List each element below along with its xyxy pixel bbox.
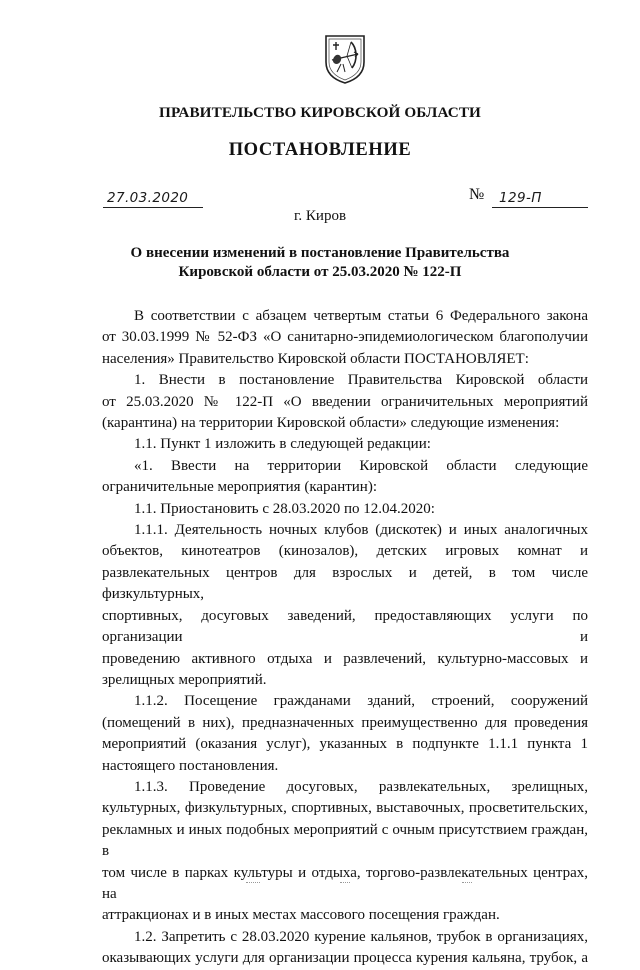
body-line: 1.1.1. Деятельность ночных клубов (дискотек) и иных аналогичных <box>134 522 588 539</box>
footer-dots <box>246 882 260 884</box>
body-line: 1.2. Запретить с 28.03.2020 курение кальянов, трубок в организациях, <box>134 928 588 945</box>
body-line: мероприятий (оказания услуг), указанных в подпункте 1.1.1 пункта 1 <box>102 736 588 753</box>
body-line: от 25.03.2020 № 122-П «О введении ограничительных мероприятий <box>102 393 588 410</box>
document-body <box>102 306 588 970</box>
body-line: аттракционах и в иных местах массового посещения граждан. <box>102 907 500 924</box>
body-line: зрелищных мероприятий. <box>102 671 267 688</box>
body-line: «1. Ввести на территории Кировской области следующие <box>134 457 588 474</box>
title-line: Кировской области от 25.03.2020 № 122-П <box>178 264 462 280</box>
body-line: населения» Правительство Кировской области ПОСТАНОВЛЯЕТ: <box>102 350 529 367</box>
body-line: 1.1.2. Посещение гражданами зданий, строений, сооружений <box>134 693 588 710</box>
body-line: спортивных, досуговых заведений, предоставляющих услуги по организации и <box>102 607 588 646</box>
body-line: объектов, кинотеатров (кинозалов), детских игровых комнат и <box>102 543 588 560</box>
body-line: (карантина) на территории Кировской области» следующие изменения: <box>102 415 560 432</box>
body-line: В соответствии с абзацем четвертым статьи 6 Федерального закона <box>134 308 588 324</box>
number-field <box>492 187 588 208</box>
body-line: настоящего постановления. <box>102 757 279 774</box>
body-line: рекламных и иных подобных мероприятий с очным присутствием граждан, в <box>102 821 588 860</box>
body-line: развлекательных центров для взрослых и детей, в том числе физкультурных, <box>102 564 588 603</box>
footer-dots <box>340 882 350 884</box>
city: г. Киров <box>293 208 347 224</box>
body-line: оказывающих услуги для организации процесса курения кальяна, трубок, а <box>102 950 588 967</box>
number-value: 129-П <box>499 190 542 206</box>
body-line: культурных, физкультурных, спортивных, выставочных, просветительских, <box>102 800 588 817</box>
date-field <box>103 187 203 208</box>
title-line: О внесении изменений в постановление Правительства <box>130 245 510 261</box>
body-line: 1.1. Приостановить с 28.03.2020 по 12.04.2020: <box>134 500 435 517</box>
body-line: 1.1. Пункт 1 изложить в следующей редакции: <box>134 436 431 453</box>
footer-dots <box>462 882 472 884</box>
body-line: 1. Внести в постановление Правительства Кировской области <box>134 372 588 389</box>
body-line: проведению активного отдыха и развлечений, культурно-массовых и <box>102 650 588 667</box>
body-line: 1.1.3. Проведение досуговых, развлекательных, зрелищных, <box>134 778 588 795</box>
body-line: ограничительные мероприятия (карантин): <box>102 479 377 496</box>
document-type: ПОСТАНОВЛЕНИЕ <box>228 140 412 160</box>
kirov-coat-of-arms-icon <box>323 34 367 84</box>
body-line: (помещений в них), предназначенных преимущественно для проведения <box>102 714 588 731</box>
date-value: 27.03.2020 <box>107 190 189 206</box>
body-line: том числе в парках культуры и отдыха, торгово-развлекательных центрах, на <box>102 864 588 902</box>
government-name: ПРАВИТЕЛЬСТВО КИРОВСКОЙ ОБЛАСТИ <box>159 104 481 121</box>
number-label: № <box>469 186 485 203</box>
document-title <box>120 244 520 282</box>
body-line: от 30.03.1999 № 52-ФЗ «О санитарно-эпидемиологическом благополучии <box>102 329 588 346</box>
